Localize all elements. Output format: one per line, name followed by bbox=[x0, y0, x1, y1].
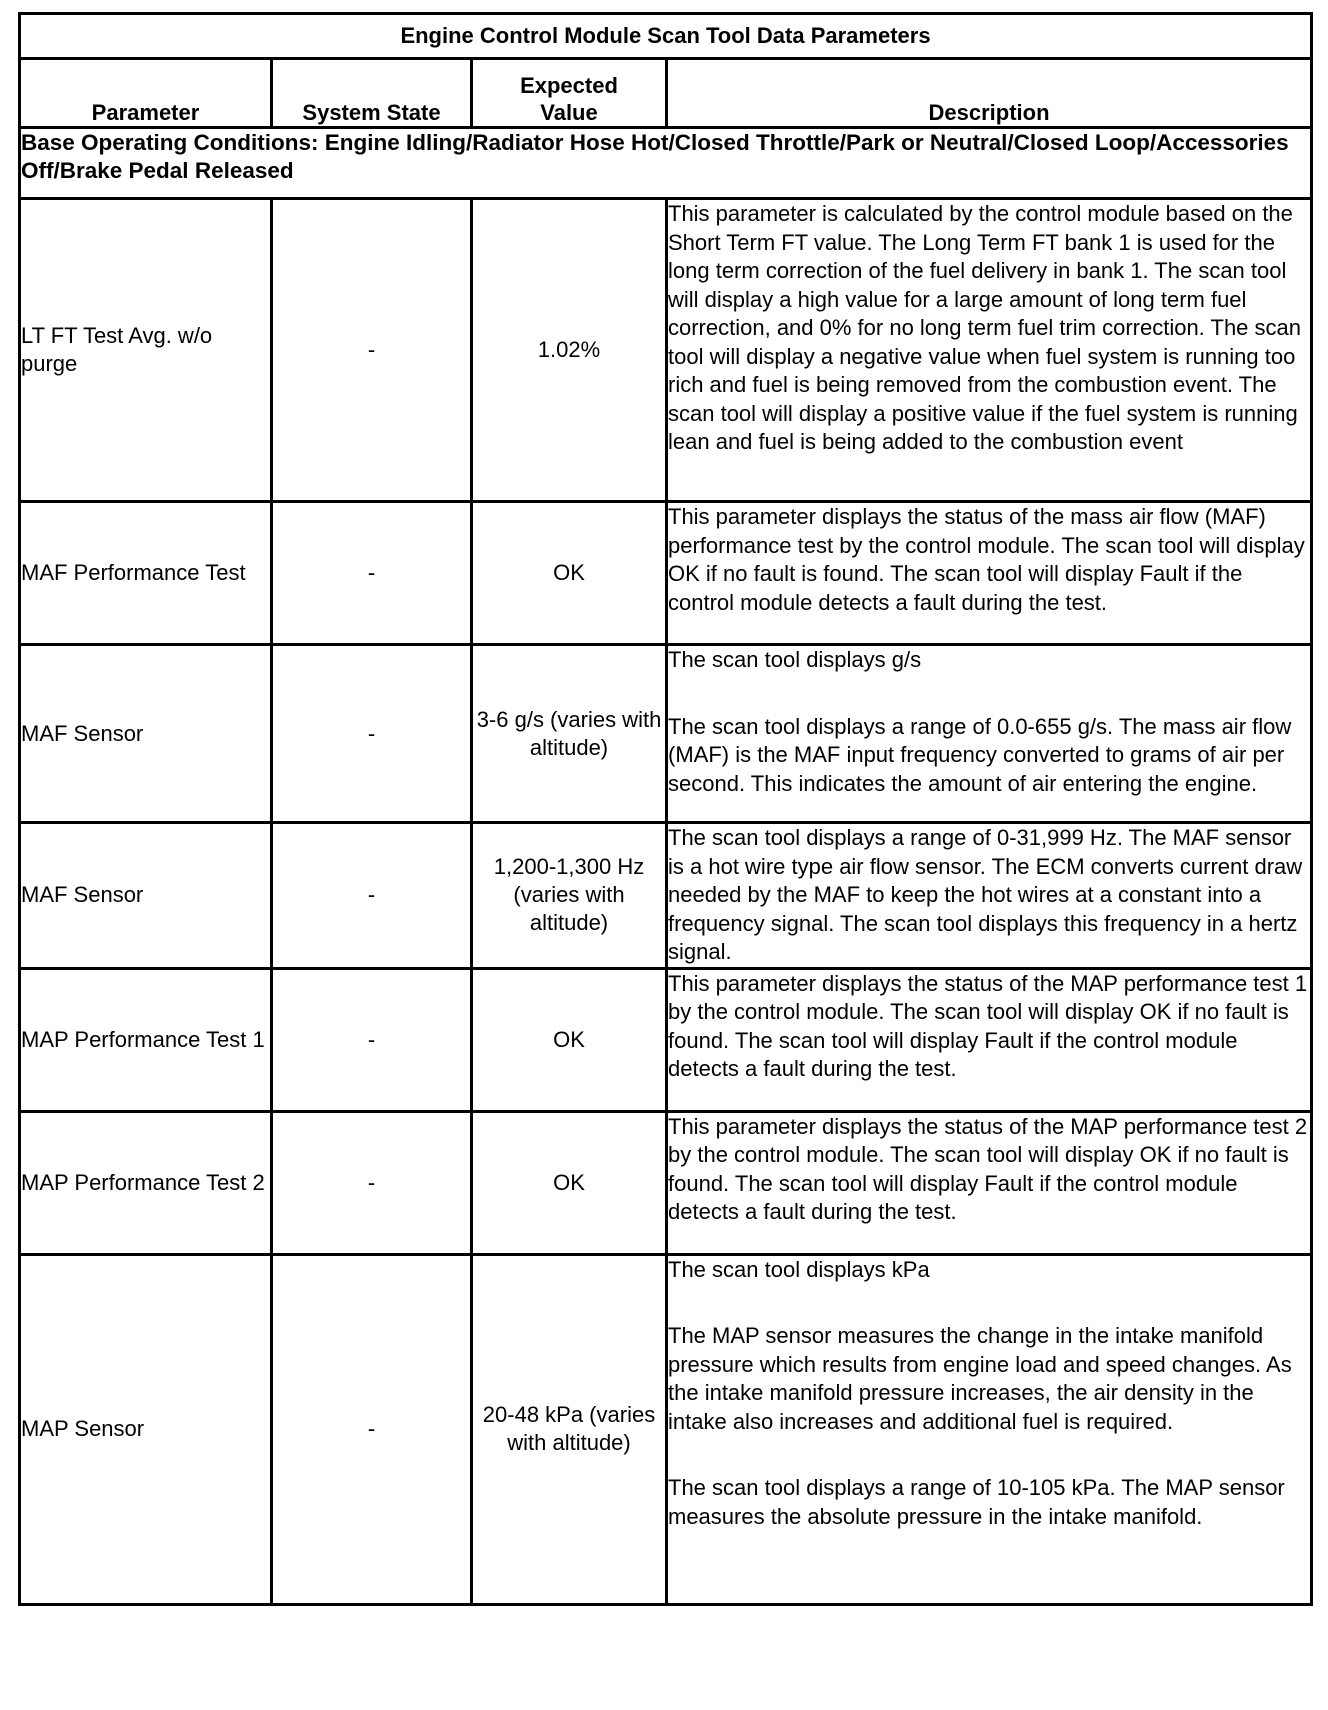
table-row bbox=[20, 1254, 1312, 1604]
header-expected-value-line2: Value bbox=[540, 100, 598, 125]
system-state-cell: - bbox=[272, 968, 472, 1111]
table-title: Engine Control Module Scan Tool Data Parameters bbox=[20, 14, 1312, 59]
system-state-cell: - bbox=[272, 502, 472, 645]
expected-value-cell: 3-6 g/s (varies with altitude) bbox=[472, 645, 667, 823]
description-cell bbox=[667, 823, 1312, 969]
parameter-cell: LT FT Test Avg. w/o purge bbox=[20, 199, 272, 502]
description-paragraph: The scan tool displays kPa bbox=[668, 1256, 930, 1282]
parameter-cell: MAF Sensor bbox=[20, 823, 272, 969]
description-paragraph: The scan tool displays g/s bbox=[668, 647, 922, 672]
system-state-cell: - bbox=[272, 199, 472, 502]
description-paragraph: The scan tool displays a range of 0.0-655 g/s. The mass air flow (MAF) is the MAF input frequency converted to grams of air per second. This indicates the amount of air entering the engine. bbox=[668, 713, 1292, 796]
system-state-cell: - bbox=[272, 1111, 472, 1254]
description-paragraph: This parameter displays the status of the MAP performance test 1 by the control module. The scan tool will display OK if no fault is found. The scan tool will display Fault if the control module detects a fault during the test. bbox=[668, 970, 1308, 1081]
description-paragraph: The scan tool displays a range of 0-31,999 Hz. The MAF sensor is a hot wire type air flow sensor. The ECM converts current draw needed by the MAF to keep the hot wires at a constant into a frequency signal. The scan tool displays this frequency in a hertz signal. bbox=[668, 825, 1303, 964]
header-parameter: Parameter bbox=[20, 59, 272, 128]
description-paragraph: This parameter displays the status of the mass air flow (MAF) performance test by the control module. The scan tool will display OK if no fault is found. The scan tool will display Fault if the control module detects a fault during the test. bbox=[668, 504, 1305, 615]
table-row bbox=[20, 502, 1312, 645]
parameter-cell: MAF Sensor bbox=[20, 645, 272, 823]
expected-value-cell: OK bbox=[472, 502, 667, 645]
expected-value-cell: OK bbox=[472, 968, 667, 1111]
description-cell bbox=[667, 968, 1312, 1111]
table-row bbox=[20, 968, 1312, 1111]
table-row bbox=[20, 823, 1312, 969]
system-state-cell: - bbox=[272, 1254, 472, 1604]
description-paragraph: The scan tool displays a range of 10-105 kPa. The MAP sensor measures the absolute pressure in the intake manifold. bbox=[668, 1475, 1285, 1529]
header-expected-value-line1: Expected bbox=[520, 73, 618, 98]
scan-data-table bbox=[18, 12, 1313, 1606]
header-description: Description bbox=[667, 59, 1312, 128]
description-paragraph: This parameter displays the status of the MAP performance test 2 by the control module. The scan tool will display OK if no fault is found. The scan tool will display Fault if the control module detects a fault during the test. bbox=[668, 1113, 1308, 1224]
parameter-cell: MAP Performance Test 2 bbox=[20, 1111, 272, 1254]
parameter-cell: MAF Performance Test bbox=[20, 502, 272, 645]
description-cell bbox=[667, 645, 1312, 823]
description-cell bbox=[667, 1254, 1312, 1604]
expected-value-cell: 20-48 kPa (varies with altitude) bbox=[472, 1254, 667, 1604]
description-paragraph: The MAP sensor measures the change in the intake manifold pressure which results from engine load and speed changes. As the intake manifold pressure increases, the air density in the intake also increases and additional fuel is required. bbox=[668, 1323, 1292, 1434]
description-cell bbox=[667, 1111, 1312, 1254]
expected-value-cell: 1,200-1,300 Hz (varies with altitude) bbox=[472, 823, 667, 969]
title-row bbox=[20, 14, 1312, 59]
header-row bbox=[20, 59, 1312, 128]
system-state-cell: - bbox=[272, 645, 472, 823]
base-conditions: Base Operating Conditions: Engine Idling/Radiator Hose Hot/Closed Throttle/Park or Neutral/Closed Loop/Accessories Off/Brake Pedal Released bbox=[20, 128, 1312, 199]
base-conditions-row bbox=[20, 128, 1312, 199]
expected-value-cell: 1.02% bbox=[472, 199, 667, 502]
expected-value-cell: OK bbox=[472, 1111, 667, 1254]
header-expected-value bbox=[472, 59, 667, 128]
description-cell bbox=[667, 502, 1312, 645]
parameter-cell: MAP Performance Test 1 bbox=[20, 968, 272, 1111]
description-cell bbox=[667, 199, 1312, 502]
parameter-cell: MAP Sensor bbox=[20, 1254, 272, 1604]
description-paragraph: This parameter is calculated by the control module based on the Short Term FT value. The Long Term FT bank 1 is used for the long term correction of the fuel delivery in bank 1. The scan tool will display a high value for a large amount of long term fuel correction, and 0% for no long term fuel trim correction. The scan tool will display a negative value when fuel system is running too rich and fuel is being removed from the combustion event. The scan tool will display a positive value if the fuel system is running lean and fuel is being added to the combustion event bbox=[668, 201, 1301, 454]
table-row bbox=[20, 645, 1312, 823]
system-state-cell: - bbox=[272, 823, 472, 969]
table-row bbox=[20, 1111, 1312, 1254]
header-system-state: System State bbox=[272, 59, 472, 128]
table-row bbox=[20, 199, 1312, 502]
